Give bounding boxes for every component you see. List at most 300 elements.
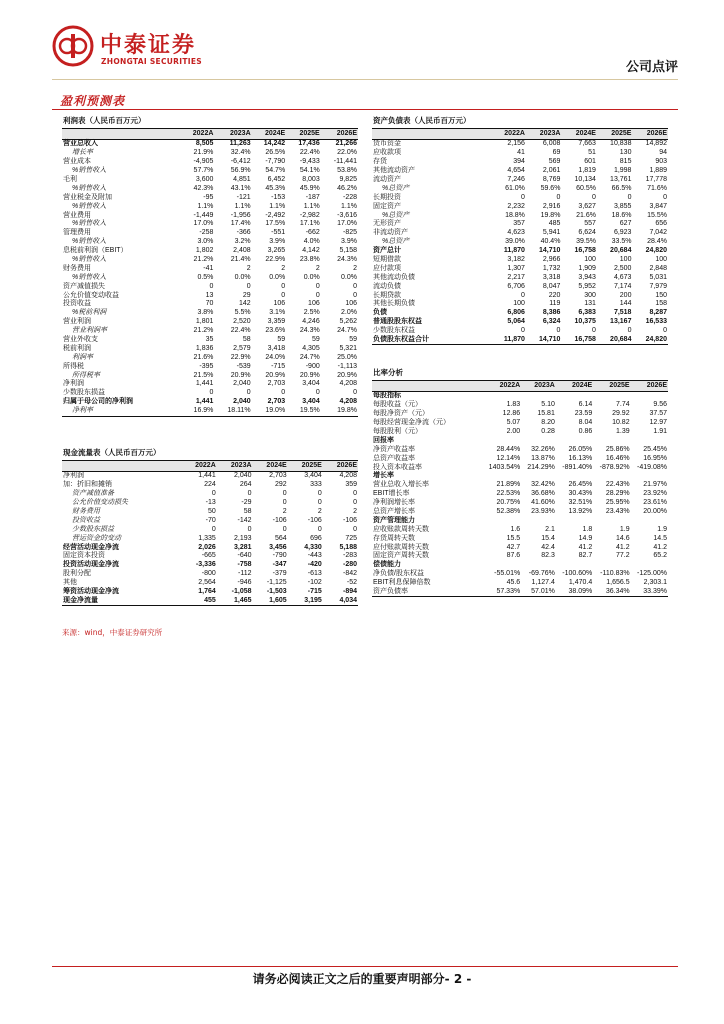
row-label: 应付账款周转天数 bbox=[373, 543, 429, 551]
cell-value: 13.92% bbox=[568, 508, 593, 516]
cell-value: 1403.54% bbox=[488, 463, 521, 471]
table-row bbox=[62, 300, 358, 309]
year-header: 2022A bbox=[181, 461, 217, 472]
cell-value: 4.0% bbox=[303, 238, 320, 246]
table-row bbox=[372, 392, 668, 401]
cell-value: 3,847 bbox=[649, 202, 667, 210]
cell-value: -613 bbox=[307, 570, 322, 578]
table-row bbox=[62, 149, 358, 158]
table-row bbox=[62, 229, 358, 238]
cell-value: 59 bbox=[277, 336, 286, 344]
row-label: 所得税率 bbox=[72, 371, 100, 379]
cell-value: -29 bbox=[241, 499, 252, 507]
cell-value: 25.95% bbox=[605, 499, 630, 507]
table-row bbox=[62, 362, 358, 371]
row-label: 应收账款周转天数 bbox=[373, 525, 429, 533]
cell-value: 3,359 bbox=[267, 318, 286, 326]
table-title-row bbox=[372, 114, 668, 129]
cell-value: 3.1% bbox=[269, 309, 286, 317]
row-label: 筹资活动现金净流 bbox=[63, 588, 119, 596]
cell-value: 292 bbox=[274, 481, 287, 489]
cell-value: 42.3% bbox=[193, 184, 214, 192]
cell-value: -878.92% bbox=[599, 463, 630, 471]
table-row bbox=[372, 499, 668, 508]
row-label: 财务费用 bbox=[63, 264, 91, 272]
cell-value: 82.3 bbox=[541, 552, 555, 560]
table-row bbox=[62, 525, 358, 534]
cell-value: 21.2% bbox=[193, 327, 214, 335]
row-label: 存货周转天数 bbox=[373, 534, 415, 542]
table-row bbox=[62, 371, 358, 380]
cell-value: 0 bbox=[521, 193, 525, 201]
cell-value: 100 bbox=[619, 256, 632, 264]
year-header: 2025E bbox=[597, 129, 633, 140]
header-label-cell bbox=[62, 129, 181, 140]
cell-value: 455 bbox=[181, 596, 217, 605]
cell-value: 130 bbox=[619, 149, 632, 157]
table-row bbox=[372, 336, 668, 345]
year-header: 2023A bbox=[526, 129, 562, 140]
table-row bbox=[372, 176, 668, 185]
cell-value: -1,113 bbox=[337, 362, 357, 370]
cell-value: 20,684 bbox=[610, 247, 632, 255]
cell-value: 11,870 bbox=[503, 247, 525, 255]
cell-value: 1.83 bbox=[506, 401, 521, 409]
cell-value: 5,158 bbox=[339, 247, 357, 255]
cell-value: 59.6% bbox=[540, 184, 561, 192]
row-label: 公允价值变动收益 bbox=[63, 291, 119, 299]
cell-value bbox=[631, 472, 668, 481]
cell-value: 1,836 bbox=[195, 344, 214, 352]
table-row bbox=[62, 579, 358, 588]
cell-value: -258 bbox=[199, 229, 214, 237]
table-header-row bbox=[62, 129, 358, 140]
cell-value: 220 bbox=[548, 291, 561, 299]
cell-value: 0 bbox=[627, 193, 632, 201]
table-row bbox=[62, 184, 358, 193]
cell-value: 7,979 bbox=[649, 282, 667, 290]
row-label: 加：折旧和摊销 bbox=[63, 481, 112, 489]
cell-value: 17,436 bbox=[298, 140, 320, 148]
cell-value: 2,579 bbox=[233, 344, 251, 352]
table-row bbox=[62, 291, 358, 300]
cell-value: 3,318 bbox=[542, 273, 561, 281]
cell-value: -758 bbox=[237, 561, 252, 569]
row-label: 利润率 bbox=[72, 353, 93, 361]
row-label: 普通股股东权益 bbox=[373, 318, 422, 326]
cell-value: 1,998 bbox=[613, 167, 632, 175]
table-row bbox=[372, 158, 668, 167]
cell-value: -125.00% bbox=[637, 570, 667, 578]
cell-value: 0 bbox=[247, 525, 252, 533]
cell-value: 25.45% bbox=[643, 445, 667, 453]
cell-value: 106 bbox=[273, 300, 286, 308]
cell-value: 15.5% bbox=[647, 211, 667, 219]
cell-value: 3,404 bbox=[304, 472, 322, 480]
table-row bbox=[62, 282, 358, 291]
cell-value: 3,855 bbox=[613, 202, 632, 210]
table-row bbox=[372, 149, 668, 158]
cell-value: 12.14% bbox=[496, 454, 521, 462]
cell-value: 7,042 bbox=[649, 229, 667, 237]
cell-value: -900 bbox=[305, 362, 320, 370]
section-divider bbox=[52, 109, 678, 110]
cell-value: 20.9% bbox=[299, 371, 320, 379]
cell-value: 1,465 bbox=[217, 596, 253, 605]
logo-mark-icon bbox=[52, 25, 94, 67]
cell-value: 2 bbox=[282, 508, 287, 515]
cell-value: 2 bbox=[281, 264, 286, 272]
cell-value: 0 bbox=[211, 525, 216, 533]
header-label-cell bbox=[372, 381, 482, 392]
row-label: 所得税 bbox=[63, 362, 84, 370]
year-header: 2024E bbox=[252, 129, 287, 140]
cell-value: 1.91 bbox=[653, 428, 667, 435]
cell-value: 5.07 bbox=[506, 419, 521, 427]
row-label: 营业外收支 bbox=[63, 336, 98, 344]
cell-value: 32.42% bbox=[531, 481, 555, 489]
row-label: 资产减值准备 bbox=[72, 490, 114, 498]
table-row bbox=[62, 516, 358, 525]
cell-value: -283 bbox=[342, 552, 357, 560]
row-label: 净利润 bbox=[63, 380, 84, 388]
row-label: 增长率 bbox=[373, 472, 394, 480]
table-row bbox=[62, 247, 358, 256]
cell-value: -7,790 bbox=[265, 158, 286, 166]
row-label: 净资产收益率 bbox=[373, 445, 415, 453]
cell-value: 6,008 bbox=[542, 140, 561, 148]
cell-value: 2 bbox=[353, 264, 357, 272]
table-title: 比率分析 bbox=[373, 368, 403, 377]
cell-value: 23.43% bbox=[605, 508, 630, 516]
cell-value: -3,616 bbox=[337, 211, 357, 219]
cell-value: 1,819 bbox=[578, 167, 596, 175]
year-header: 2022A bbox=[482, 381, 521, 392]
cell-value: 2,156 bbox=[507, 140, 525, 148]
cell-value: -112 bbox=[238, 570, 252, 578]
cell-value: 38.09% bbox=[556, 588, 593, 597]
cell-value: 1,802 bbox=[195, 247, 214, 255]
cell-value: 45.3% bbox=[265, 184, 286, 192]
cell-value: 8,047 bbox=[542, 282, 561, 290]
cell-value: 46.2% bbox=[337, 184, 357, 192]
row-label: 毛利 bbox=[63, 176, 77, 183]
year-header: 2025E bbox=[593, 381, 630, 392]
row-label: 每股指标 bbox=[373, 392, 401, 400]
cell-value: 2,026 bbox=[198, 543, 216, 551]
row-label: 现金净流量 bbox=[62, 596, 181, 605]
table-row bbox=[372, 454, 668, 463]
company-name-en: ZHONGTAI SECURITIES bbox=[101, 57, 202, 66]
table-row bbox=[62, 472, 358, 481]
row-label: 每股收益（元） bbox=[373, 401, 422, 409]
cell-value: 0 bbox=[317, 525, 322, 533]
year-header: 2024E bbox=[561, 129, 597, 140]
cell-value: 20.9% bbox=[337, 371, 357, 379]
cell-value: -9,433 bbox=[299, 158, 320, 166]
cell-value: 22.9% bbox=[230, 353, 251, 361]
row-label: 营业税金及附加 bbox=[63, 193, 112, 201]
cell-value bbox=[631, 436, 668, 445]
cell-value: 28.4% bbox=[647, 238, 667, 246]
cell-value: 2,703 bbox=[267, 398, 286, 406]
cell-value: -395 bbox=[199, 362, 214, 370]
row-label: 长期投资 bbox=[373, 193, 401, 201]
table-row bbox=[372, 229, 668, 238]
cell-value: -4,905 bbox=[193, 158, 214, 166]
cell-value: 1.9 bbox=[657, 525, 667, 533]
row-label: 负债股东权益合计 bbox=[372, 336, 491, 345]
cell-value: -228 bbox=[342, 193, 357, 201]
table-row bbox=[372, 247, 668, 256]
cell-value: 21.6% bbox=[193, 353, 214, 361]
cell-value: 0 bbox=[247, 490, 252, 498]
cell-value: -102 bbox=[307, 579, 322, 587]
cell-value: -95 bbox=[203, 193, 214, 201]
cell-value: 142 bbox=[238, 300, 251, 308]
cell-value: 21.89% bbox=[496, 481, 521, 489]
cell-value: 21,266 bbox=[335, 140, 357, 148]
header-label-cell bbox=[372, 129, 491, 140]
cell-value: 4,208 bbox=[339, 398, 357, 406]
cell-value: 23.8% bbox=[299, 256, 320, 264]
cell-value: 0 bbox=[556, 193, 561, 201]
cell-value: 2.0% bbox=[341, 309, 357, 317]
cell-value: 16.13% bbox=[568, 454, 593, 462]
cell-value: 87.6 bbox=[506, 552, 521, 560]
footer-divider bbox=[52, 966, 678, 967]
footer-disclaimer: 请务必阅读正文之后的重要声明部分- 2 - bbox=[252, 972, 472, 986]
row-label: 其他流动负债 bbox=[373, 273, 415, 281]
cell-value: 3,404 bbox=[302, 380, 320, 388]
cell-value: 10.82 bbox=[612, 419, 630, 427]
table-row bbox=[62, 588, 358, 597]
cell-value: 4,034 bbox=[323, 596, 358, 605]
cell-value: -6,412 bbox=[230, 158, 251, 166]
cell-value: -419.08% bbox=[637, 463, 667, 471]
cell-value: 7,518 bbox=[613, 309, 632, 317]
cell-value: 25.0% bbox=[337, 353, 357, 361]
year-header: 2024E bbox=[556, 381, 593, 392]
row-label: 流动资产 bbox=[373, 176, 401, 183]
cell-value: -665 bbox=[201, 552, 216, 560]
table-row bbox=[372, 419, 668, 428]
cell-value: 2,232 bbox=[507, 202, 525, 210]
cell-value: 10,838 bbox=[610, 140, 632, 148]
cell-value: -715 bbox=[271, 362, 286, 370]
row-label: 偿债能力 bbox=[373, 561, 401, 569]
cell-value: 17.1% bbox=[299, 220, 320, 228]
cell-value: 2,703 bbox=[267, 380, 286, 388]
table-row bbox=[62, 561, 358, 570]
cell-value: 2,408 bbox=[233, 247, 251, 255]
cell-value bbox=[631, 561, 668, 570]
cell-value: 485 bbox=[548, 220, 561, 228]
cell-value: 17.0% bbox=[193, 220, 214, 228]
cell-value: 0 bbox=[282, 490, 287, 498]
row-label: 营运资金的变动 bbox=[72, 534, 121, 542]
cell-value: 14,710 bbox=[539, 247, 561, 255]
row-label: 每股股利（元） bbox=[373, 428, 422, 435]
row-label: 其他长期负债 bbox=[373, 300, 415, 308]
row-label: 资产减值损失 bbox=[63, 282, 105, 290]
cell-value: 24,820 bbox=[632, 336, 668, 345]
cell-value: 1.8 bbox=[582, 525, 593, 533]
cell-value: 19.0% bbox=[252, 407, 287, 416]
table-row bbox=[372, 309, 668, 318]
cell-value: 1,335 bbox=[198, 534, 216, 542]
table-header-row bbox=[372, 381, 668, 392]
table-row bbox=[62, 309, 358, 318]
row-label: %销售收入 bbox=[72, 220, 107, 228]
cell-value: 2,061 bbox=[542, 167, 561, 175]
cell-value: 815 bbox=[619, 158, 632, 166]
cell-value: 17.0% bbox=[337, 220, 357, 228]
cell-value: 29 bbox=[242, 291, 251, 299]
cell-value: 23.6% bbox=[265, 327, 286, 335]
table-row bbox=[372, 516, 668, 525]
cell-value: 359 bbox=[345, 481, 357, 489]
cell-value: 20,684 bbox=[597, 336, 633, 345]
row-label: 固定资产 bbox=[373, 202, 401, 210]
cell-value: 13,761 bbox=[610, 176, 632, 183]
cell-value: 29.92 bbox=[612, 410, 630, 418]
cell-value: 57.7% bbox=[193, 167, 214, 175]
table-row bbox=[372, 588, 668, 597]
cell-value: -379 bbox=[272, 570, 287, 578]
cell-value: -106 bbox=[307, 516, 322, 524]
cell-value bbox=[556, 392, 593, 401]
cell-value: 6,806 bbox=[507, 309, 525, 317]
table-row bbox=[62, 327, 358, 336]
cell-value: 3,195 bbox=[288, 596, 323, 605]
cell-value: 100 bbox=[655, 256, 667, 264]
row-label: 管理费用 bbox=[63, 229, 91, 237]
cell-value: 21.9% bbox=[193, 149, 214, 157]
row-label: 经营活动现金净流 bbox=[63, 543, 119, 551]
cell-value: 24.7% bbox=[337, 327, 357, 335]
cell-value bbox=[521, 472, 556, 481]
cell-value: 0 bbox=[521, 327, 525, 335]
row-label: 少数股东损益 bbox=[72, 525, 114, 533]
cell-value: -106 bbox=[272, 516, 287, 524]
table-row bbox=[62, 167, 358, 176]
cell-value: -366 bbox=[236, 229, 251, 237]
source-note: 来源：wind，中泰证券研究所 bbox=[62, 628, 163, 637]
cell-value: 1,127.4 bbox=[531, 579, 555, 587]
row-label: 无形资产 bbox=[373, 220, 401, 228]
cell-value: 57.33% bbox=[482, 588, 521, 597]
table-row bbox=[372, 282, 668, 291]
cell-value: 12.86 bbox=[502, 410, 521, 418]
cell-value: 37.57 bbox=[649, 410, 667, 418]
cell-value: 16,758 bbox=[561, 336, 597, 345]
cell-value: 150 bbox=[655, 291, 667, 299]
income-statement-table bbox=[62, 114, 358, 417]
table-row bbox=[62, 380, 358, 389]
cell-value: 0.5% bbox=[197, 273, 214, 281]
row-label: 总资产增长率 bbox=[373, 508, 415, 516]
cell-value: -1,058 bbox=[231, 588, 252, 596]
cell-value bbox=[482, 392, 521, 401]
cell-value: -121 bbox=[236, 193, 251, 201]
cell-value: 28.44% bbox=[496, 445, 521, 453]
cell-value: 77.2 bbox=[615, 552, 630, 560]
cell-value: 106 bbox=[308, 300, 320, 308]
cell-value: 18.8% bbox=[505, 211, 525, 219]
table-title-row bbox=[62, 446, 358, 461]
cell-value bbox=[482, 516, 521, 525]
cell-value: 13 bbox=[205, 291, 214, 299]
cell-value: 65.2 bbox=[653, 552, 667, 560]
cell-value: 2,848 bbox=[649, 264, 667, 272]
cell-value: 6,624 bbox=[578, 229, 596, 237]
cell-value: 17.4% bbox=[230, 220, 251, 228]
cell-value: -69.76% bbox=[528, 570, 555, 578]
cell-value: 20.75% bbox=[496, 499, 521, 507]
cell-value: 8,287 bbox=[649, 309, 667, 317]
cell-value: -1,125 bbox=[266, 579, 287, 587]
cell-value: 0.28 bbox=[541, 428, 555, 435]
cell-value: 3,182 bbox=[507, 256, 525, 264]
cell-value: 4,208 bbox=[339, 472, 357, 480]
cell-value: 11,870 bbox=[491, 336, 526, 345]
cell-value: -443 bbox=[307, 552, 322, 560]
cell-value: 144 bbox=[619, 300, 632, 308]
cell-value: 0 bbox=[353, 389, 357, 397]
cell-value: 5.10 bbox=[541, 401, 555, 409]
cell-value: 24.0% bbox=[265, 353, 286, 361]
cell-value: 19.8% bbox=[321, 407, 358, 416]
cell-value: 2,916 bbox=[542, 202, 561, 210]
cell-value: 42.4 bbox=[541, 543, 555, 551]
cell-value: 26.05% bbox=[568, 445, 593, 453]
table-row bbox=[62, 481, 358, 490]
cell-value: 21.6% bbox=[576, 211, 596, 219]
cell-value bbox=[593, 561, 630, 570]
row-label: 资产负债率 bbox=[372, 588, 482, 597]
year-header: 2026E bbox=[631, 381, 668, 392]
cell-value: 45.6 bbox=[506, 579, 521, 587]
cell-value: 4,623 bbox=[507, 229, 525, 237]
cell-value: 0 bbox=[353, 525, 357, 533]
cell-value: 2,703 bbox=[269, 472, 287, 480]
cell-value: -640 bbox=[237, 552, 252, 560]
row-label: 应收款项 bbox=[373, 149, 401, 157]
cell-value: 1,656.5 bbox=[606, 579, 630, 587]
cell-value: 0 bbox=[521, 291, 525, 299]
cell-value: 0 bbox=[353, 499, 357, 507]
cell-value: 4,305 bbox=[302, 344, 320, 352]
cell-value: 1.39 bbox=[615, 428, 630, 435]
cell-value: -347 bbox=[272, 561, 287, 569]
row-label: 应付款项 bbox=[373, 264, 401, 272]
cell-value: 300 bbox=[584, 291, 596, 299]
cell-value: 200 bbox=[619, 291, 632, 299]
table-row bbox=[372, 318, 668, 327]
row-label: 每股经营现金净流（元） bbox=[373, 419, 450, 427]
table-row bbox=[62, 176, 358, 185]
cell-value: -946 bbox=[237, 579, 252, 587]
table-row bbox=[372, 167, 668, 176]
cell-value bbox=[631, 516, 668, 525]
cell-value: 33.5% bbox=[611, 238, 632, 246]
row-label: 净负债/股东权益 bbox=[373, 570, 424, 578]
table-row bbox=[372, 410, 668, 419]
cell-value: 1.1% bbox=[197, 202, 214, 210]
row-label: 营业利润 bbox=[63, 318, 91, 326]
ratio-analysis-table bbox=[372, 366, 668, 597]
